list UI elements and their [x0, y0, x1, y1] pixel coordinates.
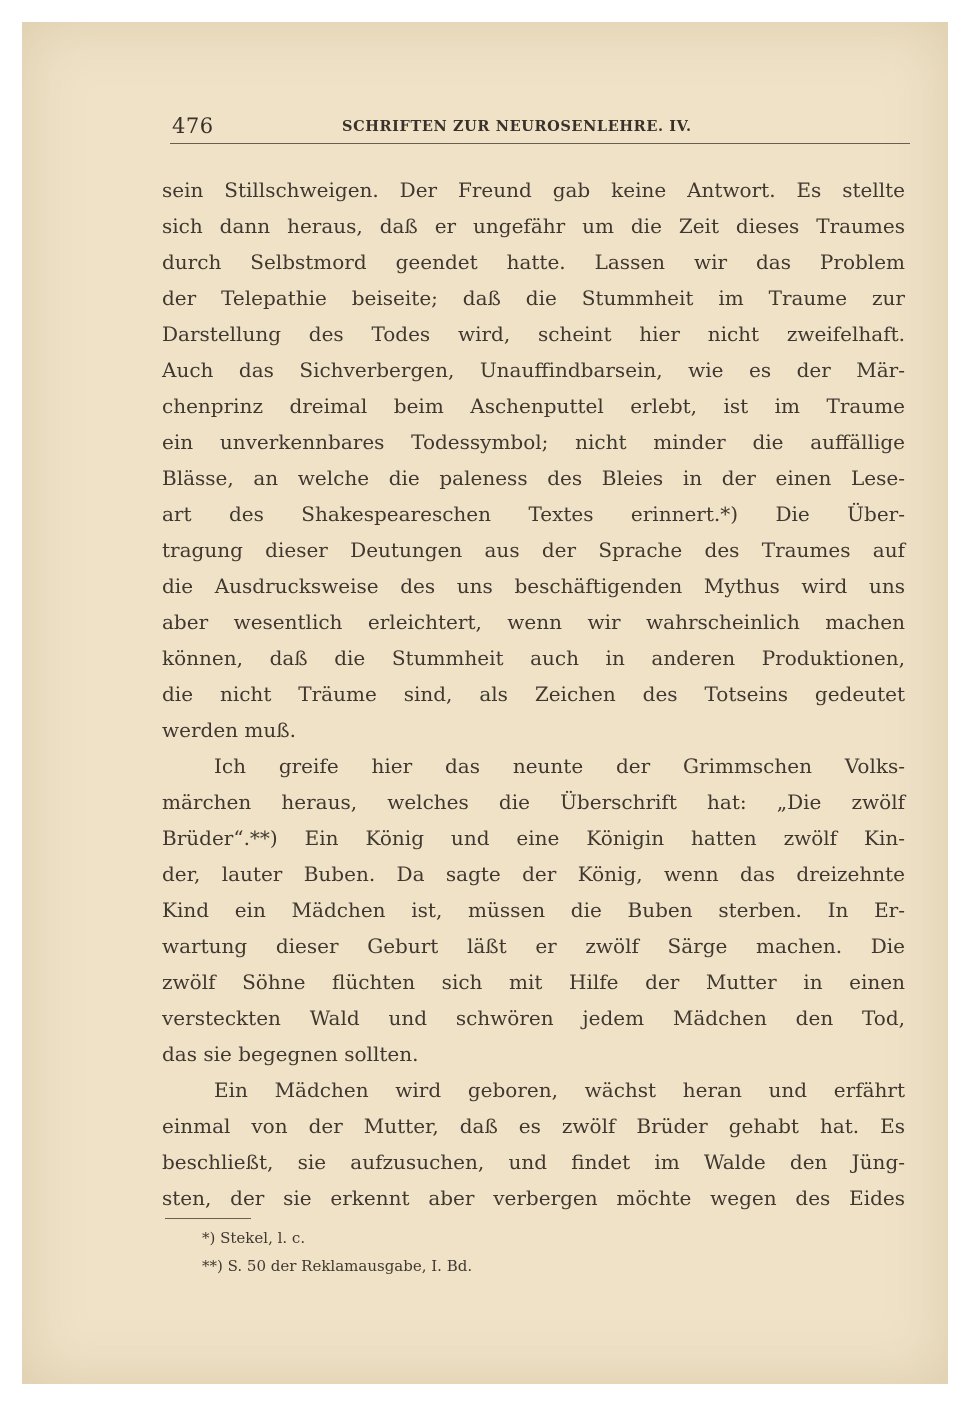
- text-line: werden muß.: [162, 718, 296, 742]
- footnote: *) Stekel, l. c.: [202, 1229, 306, 1247]
- page-header: [170, 114, 908, 142]
- text-line: Auch das Sichverbergen, Unauffindbarsein, wie es der Mär-: [162, 358, 905, 382]
- text-line: sten, der sie erkennt aber verbergen möchte wegen des Eides: [162, 1186, 905, 1210]
- text-line: die nicht Träume sind, als Zeichen des Totseins gedeutet: [162, 682, 905, 706]
- text-line: durch Selbstmord geendet hatte. Lassen wir das Problem: [162, 250, 905, 274]
- text-line: Brüder“.**) Ein König und eine Königin hatten zwölf Kin-: [162, 826, 905, 850]
- text-line: Blässe, an welche die paleness des Bleies in der einen Lese-: [162, 466, 905, 490]
- text-line: wartung dieser Geburt läßt er zwölf Särge machen. Die: [162, 934, 905, 958]
- footnotes: [202, 1224, 802, 1280]
- text-line: aber wesentlich erleichtert, wenn wir wahrscheinlich machen: [162, 610, 905, 634]
- text-line: das sie begegnen sollten.: [162, 1042, 419, 1066]
- body-text: [162, 172, 905, 1216]
- text-line: Kind ein Mädchen ist, müssen die Buben sterben. In Er-: [162, 898, 905, 922]
- running-title: SCHRIFTEN ZUR NEUROSENLEHRE. IV.: [342, 118, 692, 135]
- book-page: [22, 22, 948, 1384]
- text-line: chenprinz dreimal beim Aschenputtel erlebt, ist im Traume: [162, 394, 905, 418]
- text-line: zwölf Söhne flüchten sich mit Hilfe der Mutter in einen: [162, 970, 905, 994]
- text-line: versteckten Wald und schwören jedem Mädchen den Tod,: [162, 1006, 905, 1030]
- text-line: der Telepathie beiseite; daß die Stummheit im Traume zur: [162, 286, 905, 310]
- footnote-rule: [165, 1218, 251, 1219]
- text-line: die Ausdrucksweise des uns beschäftigenden Mythus wird uns: [162, 574, 905, 598]
- text-line: tragung dieser Deutungen aus der Sprache des Traumes auf: [162, 538, 905, 562]
- text-line: beschließt, sie aufzusuchen, und findet im Walde den Jüng-: [162, 1150, 905, 1174]
- footnote: **) S. 50 der Reklamausgabe, I. Bd.: [202, 1257, 473, 1275]
- text-line: Ich greife hier das neunte der Grimmschen Volks-: [214, 754, 905, 778]
- text-line: art des Shakespeareschen Textes erinnert.*) Die Über-: [162, 502, 905, 526]
- text-line: sich dann heraus, daß er ungefähr um die Zeit dieses Traumes: [162, 214, 905, 238]
- text-line: märchen heraus, welches die Überschrift hat: „Die zwölf: [162, 790, 905, 814]
- text-line: Darstellung des Todes wird, scheint hier nicht zweifelhaft.: [162, 322, 905, 346]
- text-line: sein Stillschweigen. Der Freund gab keine Antwort. Es stellte: [162, 178, 905, 202]
- text-line: einmal von der Mutter, daß es zwölf Brüder gehabt hat. Es: [162, 1114, 905, 1138]
- page-number: 476: [172, 114, 214, 138]
- text-line: der, lauter Buben. Da sagte der König, wenn das dreizehnte: [162, 862, 905, 886]
- header-rule: [170, 143, 910, 144]
- text-line: ein unverkennbares Todessymbol; nicht minder die auffällige: [162, 430, 905, 454]
- text-line: können, daß die Stummheit auch in anderen Produktionen,: [162, 646, 905, 670]
- text-line: Ein Mädchen wird geboren, wächst heran und erfährt: [214, 1078, 905, 1102]
